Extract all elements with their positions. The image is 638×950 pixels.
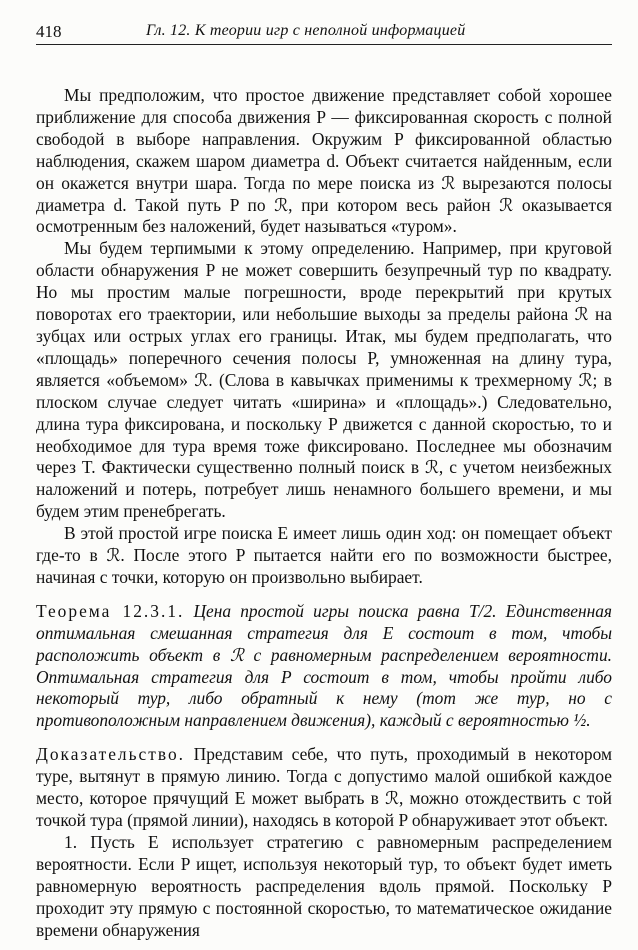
running-title: Гл. 12. К теории игр с неполной информацией <box>146 22 466 39</box>
theorem-label: Теорема 12.3.1. <box>36 600 185 621</box>
paragraph-1: Мы предположим, что простое движение представляет собой хорошее приближение для способа движения P — фиксированная скорость с полной свободой в выборе направления. Окружим P фиксированной областью наблюдения, скажем шаром диаметра d. Объект считается найденным, если он окажется внутри шара. Тогда по мере поиска из ℛ вырезаются полосы диаметра d. Такой путь P по ℛ, при котором весь район ℛ оказывается осмотренным без наложений, будет называться «туром». <box>36 85 612 237</box>
body-text <box>36 85 612 941</box>
paragraph-3: В этой простой игре поиска E имеет лишь один ход: он помещает объект где-то в ℛ. После этого P пытается найти его по возможности быстрее, начиная с точки, которую он произвольно выбирает. <box>36 523 612 587</box>
proof-block <box>36 744 612 832</box>
theorem-text: Цена простой игры поиска равна T/2. Единственная оптимальная смешанная стратегия для E состоит в том, чтобы расположить объект в ℛ с равномерным распределением вероятности. Оптимальная стратегия для P состоит в том, чтобы пройти либо некоторый тур, либо обратный к нему (тот же тур, но с противоположным направлением движения), каждый с вероятностью ½. <box>36 600 612 731</box>
paragraph-2: Мы будем терпимыми к этому определению. Например, при круговой области обнаружения P не может совершить безупречный тур по квадрату. Но мы простим малые погрешности, вроде перекрытий при крутых поворотах его траектории, или небольшие выходы за пределы района ℛ на зубцах или острых углах его границы. Итак, мы будем предполагать, что «площадь» поперечного сечения полосы P, умноженная на длину тура, является «объемом» ℛ. (Слова в кавычках применимы к трехмерному ℛ; в плоском случае следует читать «ширина» и «площадь».) Следовательно, длина тура фиксирована, и поскольку P движется с данной скоростью, то и необходимое для тура время тоже фиксировано. Последнее мы обозначим через T. Фактически существенно полный поиск в ℛ, с учетом неизбежных наложений и потерь, потребует лишь ненамного большего времени, и мы будем этим пренебрегать. <box>36 238 612 522</box>
page-number: 418 <box>36 22 62 41</box>
page-header <box>36 22 612 45</box>
proof-label: Доказательство. <box>36 744 185 765</box>
proof-text: Представим себе, что путь, проходимый в некотором туре, вытянут в прямую линию. Тогда с допустимо малой ошибкой каждое место, которое прячущий E может выбрать в ℛ, можно отождествить с той точкой тура (прямой линии), находясь в которой P обнаруживает этот объект. <box>36 744 612 830</box>
theorem-block <box>36 601 612 732</box>
proof-item-1: 1. Пусть E использует стратегию с равномерным распределением вероятности. Если P ищет, используя некоторый тур, то объект будет иметь равномерную вероятность распределения вдоль прямой. Поскольку P проходит эту прямую с постоянной скоростью, то математическое ожидание времени обнаружения <box>36 831 612 940</box>
